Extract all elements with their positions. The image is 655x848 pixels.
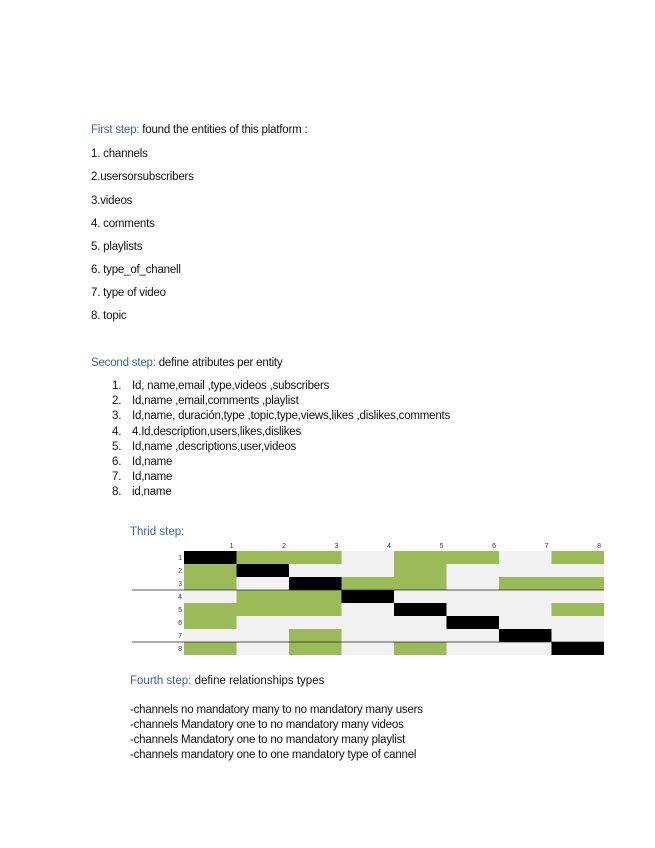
entity-item: 1. channels — [91, 148, 148, 160]
row-label: 7 — [178, 633, 182, 640]
matrix-cell — [394, 642, 447, 655]
matrix-cell — [342, 642, 395, 655]
matrix-cell — [394, 564, 447, 577]
matrix-cell — [447, 564, 500, 577]
matrix-cell — [342, 590, 395, 603]
matrix-cell — [394, 551, 447, 564]
matrix-cell — [552, 642, 605, 655]
column-label: 5 — [439, 543, 444, 550]
column-label: 6 — [492, 543, 496, 550]
matrix-cell — [342, 564, 395, 577]
item-text: id,name — [132, 486, 172, 499]
column-label: 4 — [387, 543, 391, 550]
item-text: Id, name,email ,type,videos ,subscribers — [132, 380, 330, 392]
matrix-cell — [499, 551, 552, 564]
item-number: 8. — [112, 486, 122, 499]
entity-item: 4. comments — [91, 218, 155, 230]
matrix-cell — [184, 551, 237, 564]
item-number: 1. — [112, 380, 122, 392]
row-label: 3 — [178, 581, 182, 588]
matrix-cell — [289, 564, 342, 577]
item-number: 6. — [112, 455, 122, 468]
matrix-cell — [342, 603, 395, 616]
matrix-cell — [447, 629, 500, 642]
relationship-item: -channels Mandatory one to no mandatory many videos — [130, 719, 404, 731]
matrix-cell — [237, 564, 290, 577]
column-label: 2 — [282, 543, 286, 550]
item-text: Id,name — [132, 471, 173, 484]
matrix-cell — [237, 577, 290, 590]
matrix-cell — [289, 642, 342, 655]
attribute-item — [112, 485, 450, 500]
matrix-cell — [447, 551, 500, 564]
row-label: 5 — [178, 607, 182, 614]
matrix-cell — [237, 629, 290, 642]
matrix-cell — [552, 590, 605, 603]
item-text: Id,name ,descriptions,user,videos — [132, 440, 297, 453]
item-text: Id,name — [132, 455, 173, 468]
item-text: Id,name ,email,comments ,playlist — [132, 395, 299, 408]
relationship-item: -channels Mandatory one to no mandatory many playlist — [130, 734, 406, 746]
matrix-cell — [552, 629, 605, 642]
matrix-cell — [552, 577, 605, 590]
matrix-cell — [394, 603, 447, 616]
step4-label: Fourth step: — [130, 675, 192, 687]
attribute-list — [112, 379, 450, 501]
matrix-cell — [237, 616, 290, 629]
matrix-cell — [184, 629, 237, 642]
step4-text: define relationships types — [191, 675, 325, 687]
matrix-cell — [499, 642, 552, 655]
relationship-item: -channels no mandatory many to no mandatory many users — [130, 704, 423, 716]
item-number: 4. — [112, 425, 122, 438]
entity-item: 5. playlists — [91, 241, 143, 253]
matrix-cell — [447, 642, 500, 655]
attribute-item — [112, 470, 450, 485]
matrix-cell — [552, 616, 605, 629]
matrix-cell — [289, 590, 342, 603]
matrix-cell — [499, 603, 552, 616]
entity-item: 8. topic — [91, 310, 127, 322]
matrix-cell — [447, 616, 500, 629]
matrix-cell — [289, 551, 342, 564]
item-number: 3. — [112, 410, 122, 423]
matrix-cell — [289, 616, 342, 629]
row-label: 4 — [178, 594, 182, 601]
attribute-item — [112, 394, 450, 409]
matrix-cell — [184, 642, 237, 655]
matrix-cell — [394, 577, 447, 590]
relationship-matrix — [130, 538, 605, 660]
entity-item: 6. type_of_chanell — [91, 264, 181, 276]
matrix-cell — [447, 577, 500, 590]
matrix-cell — [342, 616, 395, 629]
matrix-cell — [237, 603, 290, 616]
matrix-cell — [394, 590, 447, 603]
column-label: 7 — [544, 543, 549, 550]
column-label: 1 — [229, 543, 234, 550]
matrix-cell — [342, 577, 395, 590]
step2-text: define atributes per entity — [155, 357, 283, 369]
entity-item: 7. type of video — [91, 287, 166, 299]
matrix-cell — [552, 603, 605, 616]
relationship-item: -channels mandatory one to one mandatory type of cannel — [130, 749, 417, 761]
row-label: 2 — [178, 568, 182, 575]
step1-label: First step: — [91, 124, 140, 136]
matrix-cell — [289, 577, 342, 590]
item-number: 7. — [112, 471, 122, 484]
step1-text: found the entities of this platform : — [139, 124, 308, 136]
column-label: 8 — [597, 543, 601, 550]
matrix-cell — [394, 616, 447, 629]
matrix-cell — [499, 616, 552, 629]
matrix-cell — [552, 564, 605, 577]
item-text: Id,name, duración,type ,topic,type,views,likes ,dislikes,comments — [132, 410, 451, 423]
matrix-cell — [499, 577, 552, 590]
matrix-cell — [499, 629, 552, 642]
step1-heading — [91, 124, 307, 136]
matrix-cell — [289, 603, 342, 616]
matrix-cell — [499, 564, 552, 577]
row-label: 6 — [178, 620, 182, 627]
step2-label: Second step: — [91, 357, 156, 369]
matrix-cell — [552, 551, 605, 564]
item-text: 4.Id,description,users,likes,dislikes — [132, 425, 302, 438]
attribute-item — [112, 455, 450, 470]
matrix-cell — [237, 590, 290, 603]
matrix-cell — [184, 590, 237, 603]
row-label: 1 — [178, 555, 182, 562]
matrix-cell — [184, 603, 237, 616]
attribute-item — [112, 440, 450, 455]
step2-heading — [91, 357, 282, 369]
item-number: 2. — [112, 395, 122, 408]
matrix-cell — [499, 590, 552, 603]
attribute-item — [112, 425, 450, 440]
attribute-item — [112, 379, 450, 394]
item-number: 5. — [112, 440, 122, 453]
matrix-cell — [447, 603, 500, 616]
matrix-cell — [342, 551, 395, 564]
matrix-cell — [237, 642, 290, 655]
relationship-list — [130, 703, 423, 763]
matrix-cell — [184, 616, 237, 629]
row-label: 8 — [178, 646, 182, 653]
matrix-cell — [237, 551, 290, 564]
matrix-cell — [184, 577, 237, 590]
matrix-cell — [394, 629, 447, 642]
matrix-cell — [184, 564, 237, 577]
entity-item: 3.videos — [91, 195, 133, 207]
matrix-cell — [289, 629, 342, 642]
attribute-item — [112, 409, 450, 424]
step4-heading — [130, 675, 324, 687]
column-label: 3 — [334, 543, 339, 550]
entity-item: 2.usersorsubscribers — [91, 171, 194, 183]
matrix-cell — [342, 629, 395, 642]
step3-label: Thrid step: — [130, 526, 185, 538]
matrix-cell — [447, 590, 500, 603]
